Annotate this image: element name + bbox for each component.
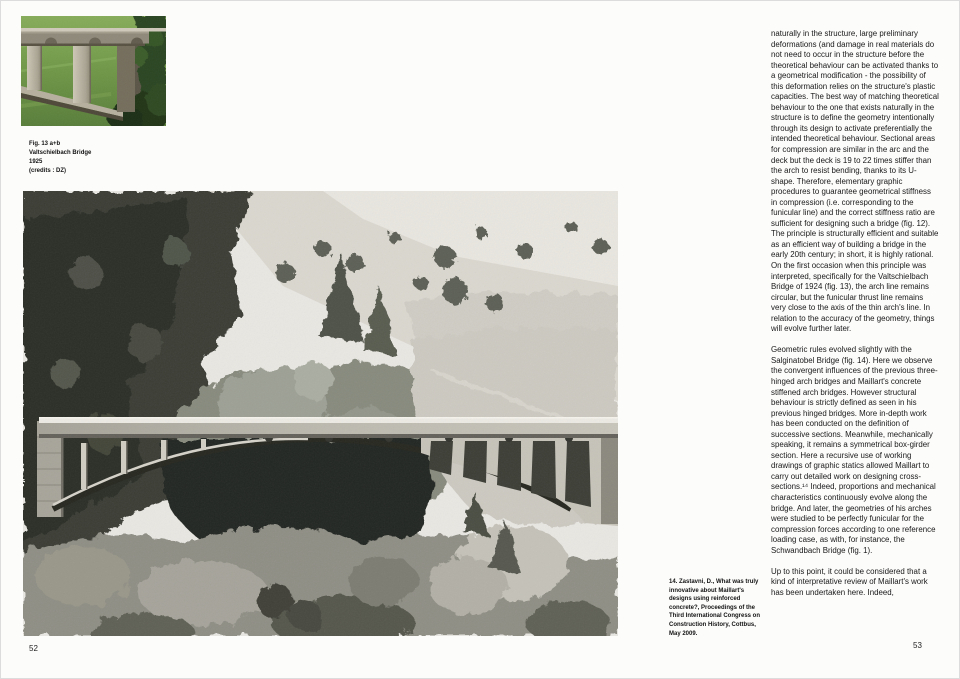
body-paragraph: naturally in the structure, large preliminary deformations (and damage in real materials do not need to occur in the structure before the theoretical behaviour can be activated thanks to a geometrical modification - the possibility of this deformation relies on the structure's plastic capacities. The best way of matching theoretical behaviour to the one that exists naturally in the structure is to define the geometry intentionally through its design to activate preferentially the intended theoretical behaviour. Sectional areas for compression are similar in the arc and the deck but the deck is 19 to 22 times stiffer than the arch to resist bending, thanks to its U-shape. Therefore, elementary graphic procedures to guarantee geometrical stiffness in compression (i.e. corresponding to the funicular line) and the correct stiffness ratio are sufficient for designing such a bridge (fig. 12). The principle is structurally efficient and suitable as an efficient way of building a bridge in the early 20th century; in short, it is highly rational. On the first occasion when this principle was interpreted, specifically for the Valtschielbach Bridge of 1924 (fig. 13), the arch line remains circular, but the funicular thrust line remains very close to the axis of the thin arch's line. In relation to the accuracy of the geometry, things will evolve further later. [771,29,939,334]
body-paragraph: Geometric rules evolved slightly with the Salginatobel Bridge (fig. 14). Here we observe the convergent influences of the previous three-hinged arch bridges and Maillart's concrete stiffened arch bridges. However structural behaviour is strictly defined as seen in his previous hinged bridges. More in-depth work has been conducted on the definition of successive sections. Meanwhile, mechanically speaking, it remains a symmetrical box-girder section. Here a recursive use of working drawings of graphic statics allowed Maillart to carry out detailed work on designing cross-sections.¹⁴ Indeed, proportions and mechanical characteristics continuously evolve along the bridge. And later, the geometries of his arches were studied to be perfectly funicular for the compression forces according to one reference loading case, as with, for instance, the Schwandbach Bridge (fig. 1). [771,345,938,555]
figure-caption [29,140,149,176]
page-number-left: 52 [29,644,38,653]
figure-13b-photo [23,191,618,636]
bridge-detail-illustration [21,16,166,126]
page-number-right: 53 [913,641,922,650]
caption-line: Fig. 13 a+b [29,141,61,147]
body-text-column [771,29,939,609]
footnote-14: 14. Zastavni, D., What was truly innovative about Maillart's designs using reinforced concrete?, Proceedings of the Third International Congress on Construction History, Cottbus, May 2009. [669,579,761,637]
caption-line: 1925 [29,159,43,165]
caption-line: Valtschielbach Bridge [29,150,92,156]
figure-13a-photo [21,16,166,126]
bridge-landscape-illustration [23,191,618,636]
caption-line: (credits : DZ) [29,168,67,174]
body-paragraph: Up to this point, it could be considered that a kind of interpretative review of Maillart's work has been undertaken here. Indeed, [771,566,928,597]
